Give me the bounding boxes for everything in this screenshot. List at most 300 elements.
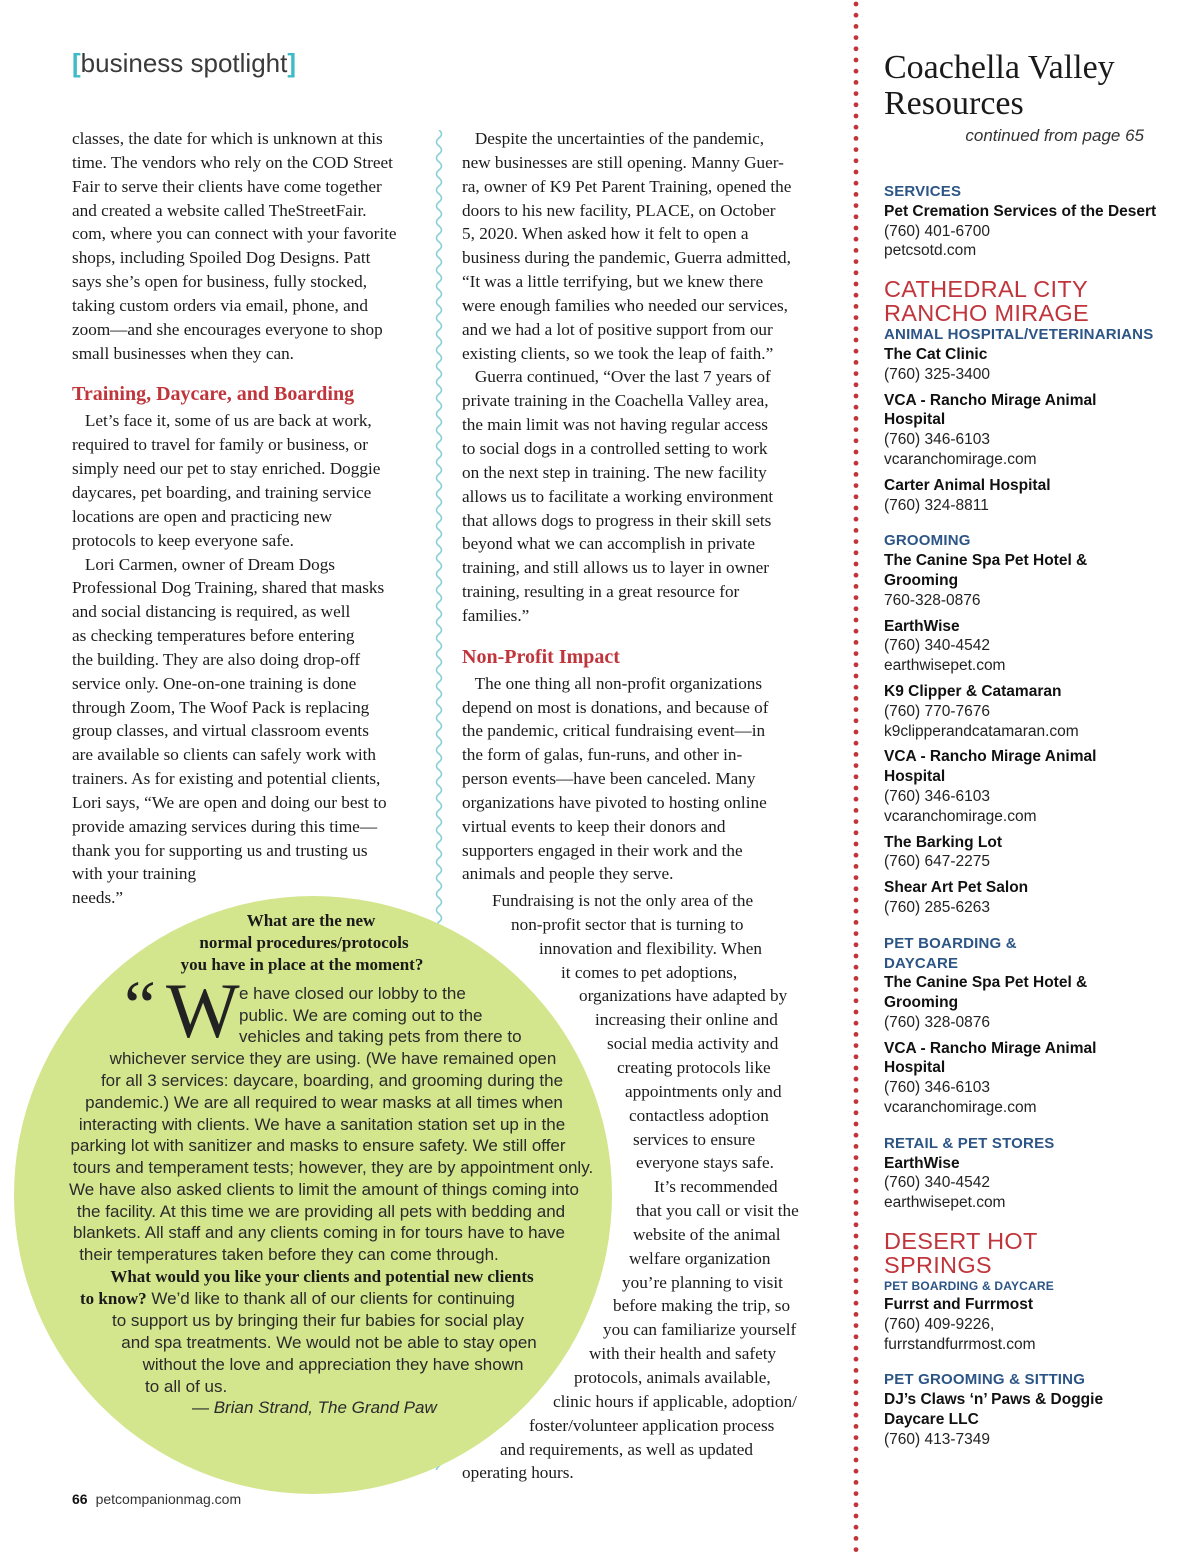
divider-dot: [854, 853, 859, 858]
text-line: thank you for supporting us and trusting us: [72, 840, 368, 860]
divider-dot: [854, 1234, 859, 1239]
divider-dot: [854, 696, 859, 701]
listing-web: petcsotd.com: [884, 242, 977, 260]
divider-dot: [854, 237, 859, 242]
quote-line: whichever service they are using. (We have remained open: [109, 1049, 557, 1069]
quote-line: vehicles and taking pets from there to: [239, 1027, 522, 1046]
text-line: the form of galas, fun-runs, and other in-: [462, 745, 743, 765]
divider-dot: [854, 942, 859, 947]
divider-dot: [854, 1267, 859, 1272]
divider-dot: [854, 1021, 859, 1026]
text-line: and created a website called TheStreetFair.: [72, 200, 367, 220]
divider-dot: [854, 987, 859, 992]
quote-line: blankets. All staff and any clients coming in for tours have to have: [72, 1223, 566, 1243]
quote-line: and spa treatments. We would not be able to stay open: [121, 1333, 537, 1352]
divider-dot: [854, 270, 859, 275]
text-line: The one thing all non-profit organizations: [462, 673, 763, 693]
divider-dot: [854, 528, 859, 533]
text-line: allows us to facilitate a working environment: [462, 486, 774, 506]
text-line: you’re planning to visit: [622, 1272, 783, 1292]
divider-dot: [854, 752, 859, 757]
divider-dot: [854, 304, 859, 309]
text-line: the building. They are also doing drop-off: [72, 649, 361, 669]
quote-line: tours and temperament tests; however, they are by appointment only.: [72, 1158, 594, 1177]
city-heading: DESERT HOT: [884, 1228, 1038, 1255]
quote-mark-icon: “: [124, 966, 156, 1046]
divider-dot: [854, 315, 859, 320]
text-line: training, resulting in a great resource for: [462, 582, 740, 602]
divider-dot: [854, 909, 859, 914]
text-line: you can familiarize yourself: [603, 1320, 797, 1340]
bracket-open: [: [72, 48, 81, 78]
city-heading: SPRINGS: [884, 1252, 992, 1279]
text-line: everyone stays safe.: [636, 1153, 774, 1173]
divider-dot: [854, 886, 859, 891]
pullquote-credit: — Brian Strand, The Grand Paw: [192, 1398, 437, 1417]
divider-dot: [854, 618, 859, 623]
divider-dot: [854, 1458, 859, 1463]
listing-name: The Canine Spa Pet Hotel &: [884, 974, 1088, 992]
resource-list: [884, 182, 1184, 1450]
quote-question: What would you like your clients and potential new clients: [110, 1267, 534, 1286]
sidebar-title-line: Resources: [884, 85, 1024, 122]
divider-dot: [854, 170, 859, 175]
text-line: on the next step in training. The new facility: [462, 462, 767, 482]
listing-web: vcaranchomirage.com: [884, 450, 1037, 468]
listing-web: k9clipperandcatamaran.com: [884, 722, 1079, 740]
divider-dot: [854, 998, 859, 1003]
divider-dot: [854, 1301, 859, 1306]
category-heading: PET GROOMING & SITTING: [884, 1371, 1086, 1389]
divider-dot: [854, 1189, 859, 1194]
listing-phone: (760) 346-6103: [884, 431, 990, 449]
text-line: locations are open and practicing new: [72, 506, 333, 526]
divider-dot: [854, 629, 859, 634]
divider-dot: [854, 517, 859, 522]
divider-dot: [854, 718, 859, 723]
text-line: the pandemic, critical fundraising event—in: [462, 721, 766, 741]
listing-phone: (760) 325-3400: [884, 365, 990, 383]
text-line: non-profit sector that is turning to: [511, 914, 744, 934]
continued-note: continued from page 65: [965, 126, 1144, 145]
divider-dot: [854, 1166, 859, 1171]
text-line: Let’s face it, some of us are back at work,: [72, 411, 372, 431]
sidebar-title: [884, 50, 1115, 122]
divider-dot: [854, 147, 859, 152]
text-line: shops, including Spoiled Dog Designs. Patt: [72, 248, 371, 268]
text-line: time. The vendors who rely on the COD Street: [72, 152, 393, 172]
divider-dot: [854, 730, 859, 735]
divider-dot: [854, 494, 859, 499]
listing-phone: (760) 647-2275: [884, 853, 990, 871]
text-line: Lori Carmen, owner of Dream Dogs: [72, 554, 335, 574]
text-line: contactless adoption: [629, 1105, 769, 1125]
listing-name: Grooming: [884, 571, 959, 589]
listing-phone: (760) 413-7349: [884, 1430, 990, 1448]
text-line: increasing their online and: [595, 1010, 778, 1030]
text-line: new businesses are still opening. Manny Guer-: [462, 152, 784, 172]
divider-dot: [854, 1155, 859, 1160]
quote-line: you have in place at the moment?: [180, 955, 424, 974]
divider-dot: [854, 808, 859, 813]
divider-dot: [854, 763, 859, 768]
listing-phone: (760) 285-6263: [884, 898, 990, 916]
text-line: with your training: [72, 864, 197, 884]
text-line: ra, owner of K9 Pet Parent Training, opened the: [462, 176, 792, 196]
quote-line: e have closed our lobby to the: [239, 984, 466, 1003]
divider-dot: [854, 338, 859, 343]
divider-dot: [854, 158, 859, 163]
text-line: needs.”: [72, 888, 124, 908]
text-line: Despite the uncertainties of the pandemic,: [462, 129, 765, 148]
divider-dot: [854, 181, 859, 186]
divider-dot: [854, 931, 859, 936]
divider-dot: [854, 192, 859, 197]
text-line: existing clients, so we took the leap of faith.”: [462, 343, 774, 363]
divider-dot: [854, 1066, 859, 1071]
text-line: group classes, and virtual classroom events: [72, 721, 369, 741]
text-line: required to travel for family or business, or: [72, 435, 368, 455]
sidebar-title-line: Coachella Valley: [884, 49, 1115, 86]
city-heading: CATHEDRAL CITY: [884, 276, 1088, 303]
divider-dot: [854, 898, 859, 903]
divider-dot: [854, 707, 859, 712]
listing-name: The Canine Spa Pet Hotel &: [884, 552, 1088, 570]
divider-dot: [854, 954, 859, 959]
divider-dot: [854, 550, 859, 555]
quote-line: the facility. At this time we are providing all pets with bedding and: [76, 1201, 566, 1221]
text-line: classes, the date for which is unknown at this: [72, 129, 383, 148]
divider-dot: [854, 573, 859, 578]
text-line: zoom—and she encourages everyone to shop: [72, 319, 383, 339]
listing-web: furrstandfurrmost.com: [884, 1335, 1036, 1353]
drop-cap: W: [166, 967, 240, 1054]
divider-dot: [854, 1256, 859, 1261]
footer-site: petcompanionmag.com: [95, 1491, 242, 1507]
divider-dot: [854, 685, 859, 690]
article-paragraph: [72, 409, 432, 910]
divider-dot: [854, 1178, 859, 1183]
divider-dot: [854, 46, 859, 51]
text-line: private training in the Coachella Valley area,: [462, 391, 769, 411]
text-line: says she’s open for business, fully stocked,: [72, 272, 368, 292]
listing-name: DJ’s Claws ‘n’ Paws & Doggie: [884, 1391, 1104, 1409]
quote-line: [80, 1288, 515, 1310]
listing-phone: (760) 328-0876: [884, 1013, 990, 1031]
quote-line: their temperatures taken before they can come through.: [79, 1245, 499, 1264]
divider-dot: [854, 1122, 859, 1127]
quote-line: to all of us.: [145, 1377, 228, 1396]
category-heading: PET BOARDING & DAYCARE: [884, 1279, 1054, 1294]
divider-dot: [854, 69, 859, 74]
divider-dot: [854, 1413, 859, 1418]
divider-dot: [854, 819, 859, 824]
text-line: as checking temperatures before entering: [72, 626, 355, 646]
text-line: 5, 2020. When asked how it felt to open a: [462, 224, 749, 244]
listing-phone: (760) 324-8811: [884, 496, 989, 514]
divider-dot: [854, 1010, 859, 1015]
text-line: organizations have adapted by: [579, 986, 788, 1006]
divider-dot: [854, 360, 859, 365]
divider-dot: [854, 1491, 859, 1496]
divider-dot: [854, 1144, 859, 1149]
text-line: com, where you can connect with your favorite: [72, 224, 397, 244]
text-line: are available so clients can safely work with: [72, 745, 377, 765]
divider-dot: [854, 651, 859, 656]
divider-dot: [854, 1346, 859, 1351]
listing-name: Hospital: [884, 411, 946, 429]
divider-dot: [854, 1312, 859, 1317]
divider-dot: [854, 80, 859, 85]
divider-dot: [854, 797, 859, 802]
text-line: business during the pandemic, Guerra admitted,: [462, 248, 791, 268]
quote-answer: We’d like to thank all of our clients for continuing: [146, 1289, 515, 1308]
text-line: trainers. As for existing and potential clients,: [72, 769, 381, 789]
divider-dot: [854, 976, 859, 981]
divider-dot: [854, 1379, 859, 1384]
listing-phone: (760) 401-6700: [884, 222, 990, 240]
section-heading-training: Training, Daycare, and Boarding: [72, 383, 355, 406]
text-line: welfare organization: [629, 1248, 771, 1268]
divider-dot: [854, 965, 859, 970]
divider-dot: [854, 864, 859, 869]
category-heading: GROOMING: [884, 532, 971, 550]
quote-line: without the love and appreciation they have shown: [142, 1355, 524, 1374]
text-line: supporters engaged in their work and the: [462, 840, 743, 860]
divider-dot: [854, 1110, 859, 1115]
listing-phone: (760) 770-7676: [884, 702, 990, 720]
page-footer: [72, 1491, 241, 1507]
listing-phone: (760) 346-6103: [884, 1079, 990, 1097]
divider-dot: [854, 842, 859, 847]
listing-phone: (760) 340-4542: [884, 637, 990, 655]
divider-dot: [854, 114, 859, 119]
category-heading: ANIMAL HOSPITAL/VETERINARIANS: [884, 326, 1154, 344]
page-number: 66: [72, 1491, 88, 1507]
listing-web: earthwisepet.com: [884, 657, 1006, 675]
listing-name: The Barking Lot: [884, 833, 1002, 851]
text-line: beyond what we can accomplish in private: [462, 534, 756, 554]
text-line: before making the trip, so: [613, 1296, 791, 1316]
divider-dot: [854, 248, 859, 253]
listing-phone: (760) 409-9226,: [884, 1315, 995, 1333]
divider-dot: [854, 1357, 859, 1362]
listing-name: Pet Cremation Services of the Desert: [884, 202, 1157, 220]
quote-line: interacting with clients. We have a sanitation station set up in the: [78, 1114, 566, 1134]
divider-dot: [854, 1099, 859, 1104]
listing-web: earthwisepet.com: [884, 1194, 1006, 1212]
category-heading: RETAIL & PET STORES: [884, 1134, 1055, 1152]
divider-dot: [854, 1323, 859, 1328]
divider-dot: [854, 438, 859, 443]
listing-name: Shear Art Pet Salon: [884, 879, 1029, 897]
text-line: animals and people they serve.: [462, 864, 674, 884]
divider-dot: [854, 450, 859, 455]
quote-line: normal procedures/protocols: [199, 933, 409, 952]
divider-dot: [854, 1133, 859, 1138]
listing-name: Furrst and Furrmost: [884, 1296, 1033, 1314]
section-tag: [72, 48, 296, 79]
divider-dot: [854, 1290, 859, 1295]
divider-dot: [854, 1525, 859, 1530]
text-line: website of the animal: [633, 1224, 781, 1244]
divider-dot: [854, 1424, 859, 1429]
divider-dot: [854, 741, 859, 746]
divider-dot: [854, 1334, 859, 1339]
divider-dot: [854, 226, 859, 231]
article-paragraph: [72, 127, 432, 365]
text-line: Guerra continued, “Over the last 7 years of: [462, 367, 771, 387]
listing-name: VCA - Rancho Mirage Animal: [884, 1039, 1097, 1057]
divider-dot: [854, 102, 859, 107]
article-paragraph: [462, 672, 832, 887]
article-column-1: [72, 127, 432, 910]
divider-dot: [854, 786, 859, 791]
divider-dot: [854, 1368, 859, 1373]
text-line: that you call or visit the: [636, 1201, 799, 1221]
divider-dot: [854, 125, 859, 130]
listing-phone: (760) 346-6103: [884, 787, 990, 805]
quote-line: What are the new: [246, 911, 376, 930]
listing-phone: (760) 340-4542: [884, 1174, 990, 1192]
text-line: social media activity and: [607, 1034, 779, 1054]
text-line: operating hours.: [462, 1463, 574, 1483]
text-line: service only. One-on-one training is done: [72, 673, 357, 693]
text-line: It’s recommended: [654, 1177, 778, 1197]
category-heading: PET BOARDING &: [884, 934, 1017, 952]
text-line: organizations have pivoted to hosting online: [462, 792, 767, 812]
divider-dot: [854, 24, 859, 29]
text-line: the main limit was not having regular access: [462, 415, 768, 435]
text-line: protocols, animals available,: [574, 1368, 771, 1387]
divider-dot: [854, 1446, 859, 1451]
text-line: were enough families who needed our services,: [462, 295, 788, 315]
divider-dot: [854, 13, 859, 18]
divider-dot: [854, 282, 859, 287]
divider-dot: [854, 259, 859, 264]
listing-name: Carter Animal Hospital: [884, 476, 1051, 494]
text-line: depend on most is donations, and because of: [462, 697, 769, 717]
divider-dot: [854, 483, 859, 488]
divider-dot: [854, 1032, 859, 1037]
section-heading-nonprofit: Non-Profit Impact: [462, 645, 620, 668]
text-line: training, and still allows us to layer in owner: [462, 558, 769, 578]
divider-dot: [854, 1502, 859, 1507]
text-line: protocols to keep everyone safe.: [72, 530, 294, 550]
text-line: clinic hours if applicable, adoption/: [553, 1391, 797, 1411]
divider-dot: [854, 1211, 859, 1216]
text-line: small businesses when they can.: [72, 343, 294, 363]
text-line: virtual events to keep their donors and: [462, 816, 726, 836]
divider-dot: [854, 674, 859, 679]
listing-name: Hospital: [884, 768, 946, 786]
text-line: families.”: [462, 605, 530, 625]
text-line: doors to his new facility, PLACE, on October: [462, 200, 776, 220]
divider-dot: [854, 1402, 859, 1407]
divider-dot: [854, 416, 859, 421]
text-line: Professional Dog Training, shared that masks: [72, 578, 385, 598]
divider-dot: [854, 640, 859, 645]
category-heading: SERVICES: [884, 183, 962, 200]
divider-dot: [854, 1547, 859, 1552]
divider-dot: [854, 382, 859, 387]
listing-name: VCA - Rancho Mirage Animal: [884, 748, 1097, 766]
listing-name: Hospital: [884, 1059, 946, 1077]
divider-dot: [854, 472, 859, 477]
article-paragraph: [462, 127, 832, 628]
divider-dot: [854, 35, 859, 40]
text-line: appointments only and: [625, 1081, 782, 1101]
listing-name: Daycare LLC: [884, 1411, 979, 1429]
divider-dot: [854, 91, 859, 96]
divider-dot: [854, 203, 859, 208]
listing-name: EarthWise: [884, 617, 960, 635]
divider-dot: [854, 1278, 859, 1283]
bracket-close: ]: [287, 48, 297, 78]
text-line: Fair to serve their clients have come together: [72, 176, 382, 196]
divider-dot: [854, 136, 859, 141]
listing-name: K9 Clipper & Catamaran: [884, 682, 1062, 700]
divider-dot: [854, 461, 859, 466]
text-line: daycares, pet boarding, and training service: [72, 482, 372, 502]
quote-question: to know?: [80, 1289, 147, 1308]
quote-line: to support us by bringing their fur babies for social play: [111, 1311, 524, 1330]
quote-line: parking lot with sanitizer and masks to ensure safety. We still offer: [70, 1136, 566, 1156]
city-heading: RANCHO MIRAGE: [884, 300, 1089, 327]
quote-line: public. We are coming out to the: [239, 1005, 483, 1025]
divider-dot: [854, 1469, 859, 1474]
divider-dot: [854, 1435, 859, 1440]
text-line: person events—have been canceled. Many: [462, 769, 756, 789]
text-line: with their health and safety: [589, 1344, 777, 1364]
quote-line: for all 3 services: daycare, boarding, and grooming during the: [100, 1071, 564, 1090]
divider-dot: [854, 371, 859, 376]
divider-dot: [854, 1536, 859, 1541]
divider-dot: [854, 1043, 859, 1048]
quote-line: We have also asked clients to limit the amount of things coming into: [69, 1179, 579, 1199]
text-line: innovation and flexibility. When: [539, 938, 762, 958]
divider-dot: [854, 214, 859, 219]
article-column-2: [462, 127, 832, 886]
dotted-divider: [853, 0, 859, 1558]
divider-dot: [854, 584, 859, 589]
divider-dot: [854, 1088, 859, 1093]
quote-line: pandemic.) We are all required to wear masks at all times when: [85, 1092, 563, 1112]
text-line: to social dogs in a controlled setting to work: [462, 438, 768, 458]
listing-name: Grooming: [884, 994, 959, 1012]
divider-dot: [854, 2, 859, 7]
divider-dot: [854, 1480, 859, 1485]
section-label: business spotlight: [80, 48, 288, 78]
listing-web: vcaranchomirage.com: [884, 807, 1037, 825]
divider-dot: [854, 562, 859, 567]
divider-dot: [854, 830, 859, 835]
divider-dot: [854, 394, 859, 399]
text-line: and we had a lot of positive support from our: [462, 319, 773, 339]
text-line: through Zoom, The Woof Pack is replacing: [72, 697, 370, 717]
divider-dot: [854, 875, 859, 880]
divider-dot: [854, 1245, 859, 1250]
divider-dot: [854, 1390, 859, 1395]
divider-dot: [854, 1077, 859, 1082]
divider-dot: [854, 58, 859, 63]
divider-dot: [854, 506, 859, 511]
text-line: Fundraising is not the only area of the: [492, 891, 754, 910]
divider-dot: [854, 326, 859, 331]
category-heading: DAYCARE: [884, 954, 959, 972]
text-line: it comes to pet adoptions,: [561, 962, 738, 982]
text-line: “It was a little terrifying, but we knew there: [462, 272, 764, 292]
